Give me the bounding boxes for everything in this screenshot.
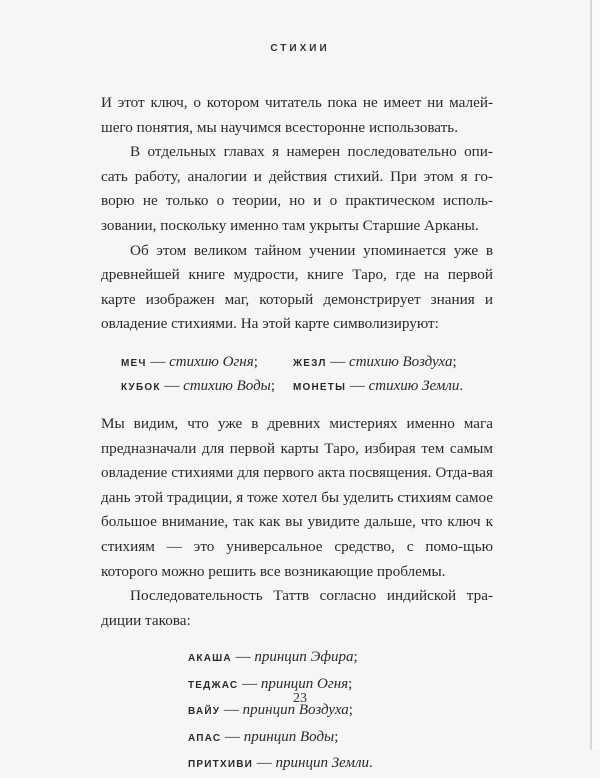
symbol-item (121, 352, 258, 374)
tattva-item (188, 751, 493, 778)
symbol-meaning: стихию Воды (183, 377, 271, 394)
paragraph-4: Мы видим, что уже в древних мистериях именно мага предназначали для первой карты Таро, избирая тем самым овладение стихиями для первого акта посвящения. Отда-вая дань этой традиции, я тоже хотел бы уделить стихиям самое большое внимание, так как вы увидите дальше, что ключ к стихиям — это универсальное средство, с помо-щью которого можно решить все возникающие проблемы. (101, 414, 493, 580)
symbol-item (293, 352, 457, 374)
tattva-list (101, 645, 493, 778)
tattva-sep: — (220, 702, 243, 719)
tattva-end: ; (353, 649, 358, 666)
tattva-meaning: принцип Эфира (254, 649, 354, 666)
tattva-end: ; (348, 702, 353, 719)
symbol-item (121, 376, 275, 398)
paragraph-2: В отдельных главах я намерен последовательно опи-сать работу, аналогии и действия стихий. При этом я го-ворю не только о теории, но и о практическом исполь-зовании, поскольку именно там укрыты Старшие Арканы. (101, 143, 493, 234)
page-edge-line (590, 0, 592, 750)
tattva-term: АКАША (188, 653, 232, 665)
symbol-sep: — (160, 377, 184, 394)
symbol-sep: — (326, 353, 350, 370)
symbol-end: ; (270, 377, 276, 394)
symbol-term: МЕЧ (121, 357, 147, 369)
tattva-meaning: принцип Огня (260, 675, 349, 692)
tattva-sep: — (231, 649, 255, 666)
tattva-item (188, 725, 493, 752)
running-header: СТИХИИ (270, 43, 330, 54)
tattva-sep: — (238, 675, 261, 692)
page-edge-margin (592, 0, 600, 750)
symbol-end: . (459, 377, 464, 394)
paragraph-1-line-2: шего понятия, мы научимся всесторонне использовать. (101, 118, 459, 136)
tattva-term: АПАС (188, 732, 222, 744)
paragraph-1 (101, 91, 493, 140)
tattva-end: . (369, 755, 373, 772)
symbol-end: ; (452, 353, 457, 370)
tattva-item (188, 645, 493, 672)
symbol-sep: — (346, 377, 369, 394)
symbol-term: МОНЕТЫ (293, 381, 347, 393)
tarot-symbols-list (101, 352, 493, 398)
page-number: 23 (293, 691, 307, 706)
tattva-meaning: принцип Воздуха (242, 702, 349, 719)
paragraph-3: Об этом великом тайном учении упоминается уже в древнейшей книге мудрости, книге Таро, где на первой карте изображен маг, который демонстрирует знания и овладение стихиями. На этой карте символизируют: (101, 241, 493, 333)
paragraph-1-line-1: И этот ключ, о котором читатель пока не имеет ни малей- (101, 94, 493, 111)
tattva-term: ПРИТХИВИ (188, 759, 254, 771)
tattva-meaning: принцип Земли (275, 755, 370, 772)
symbol-sep: — (146, 353, 170, 370)
tattva-sep: — (253, 755, 276, 772)
tattva-term: ТЕДЖАС (188, 679, 239, 691)
symbol-meaning: стихию Воздуха (349, 353, 453, 370)
symbol-term: ЖЕЗЛ (293, 357, 327, 369)
tattva-meaning: принцип Воды (243, 728, 335, 745)
tattva-end: ; (334, 728, 339, 745)
paragraph-5: Последовательность Таттв согласно индийской тра-диции такова: (101, 587, 493, 629)
symbol-meaning: стихию Земли (368, 377, 460, 394)
tattva-sep: — (221, 728, 244, 745)
symbol-item (293, 376, 463, 398)
symbol-term: КУБОК (121, 381, 161, 393)
symbol-meaning: стихию Огня (169, 353, 254, 370)
tattva-end: ; (348, 675, 353, 692)
tattva-term: ВАЙУ (188, 706, 221, 718)
body-text (101, 91, 493, 778)
symbol-end: ; (253, 353, 258, 370)
